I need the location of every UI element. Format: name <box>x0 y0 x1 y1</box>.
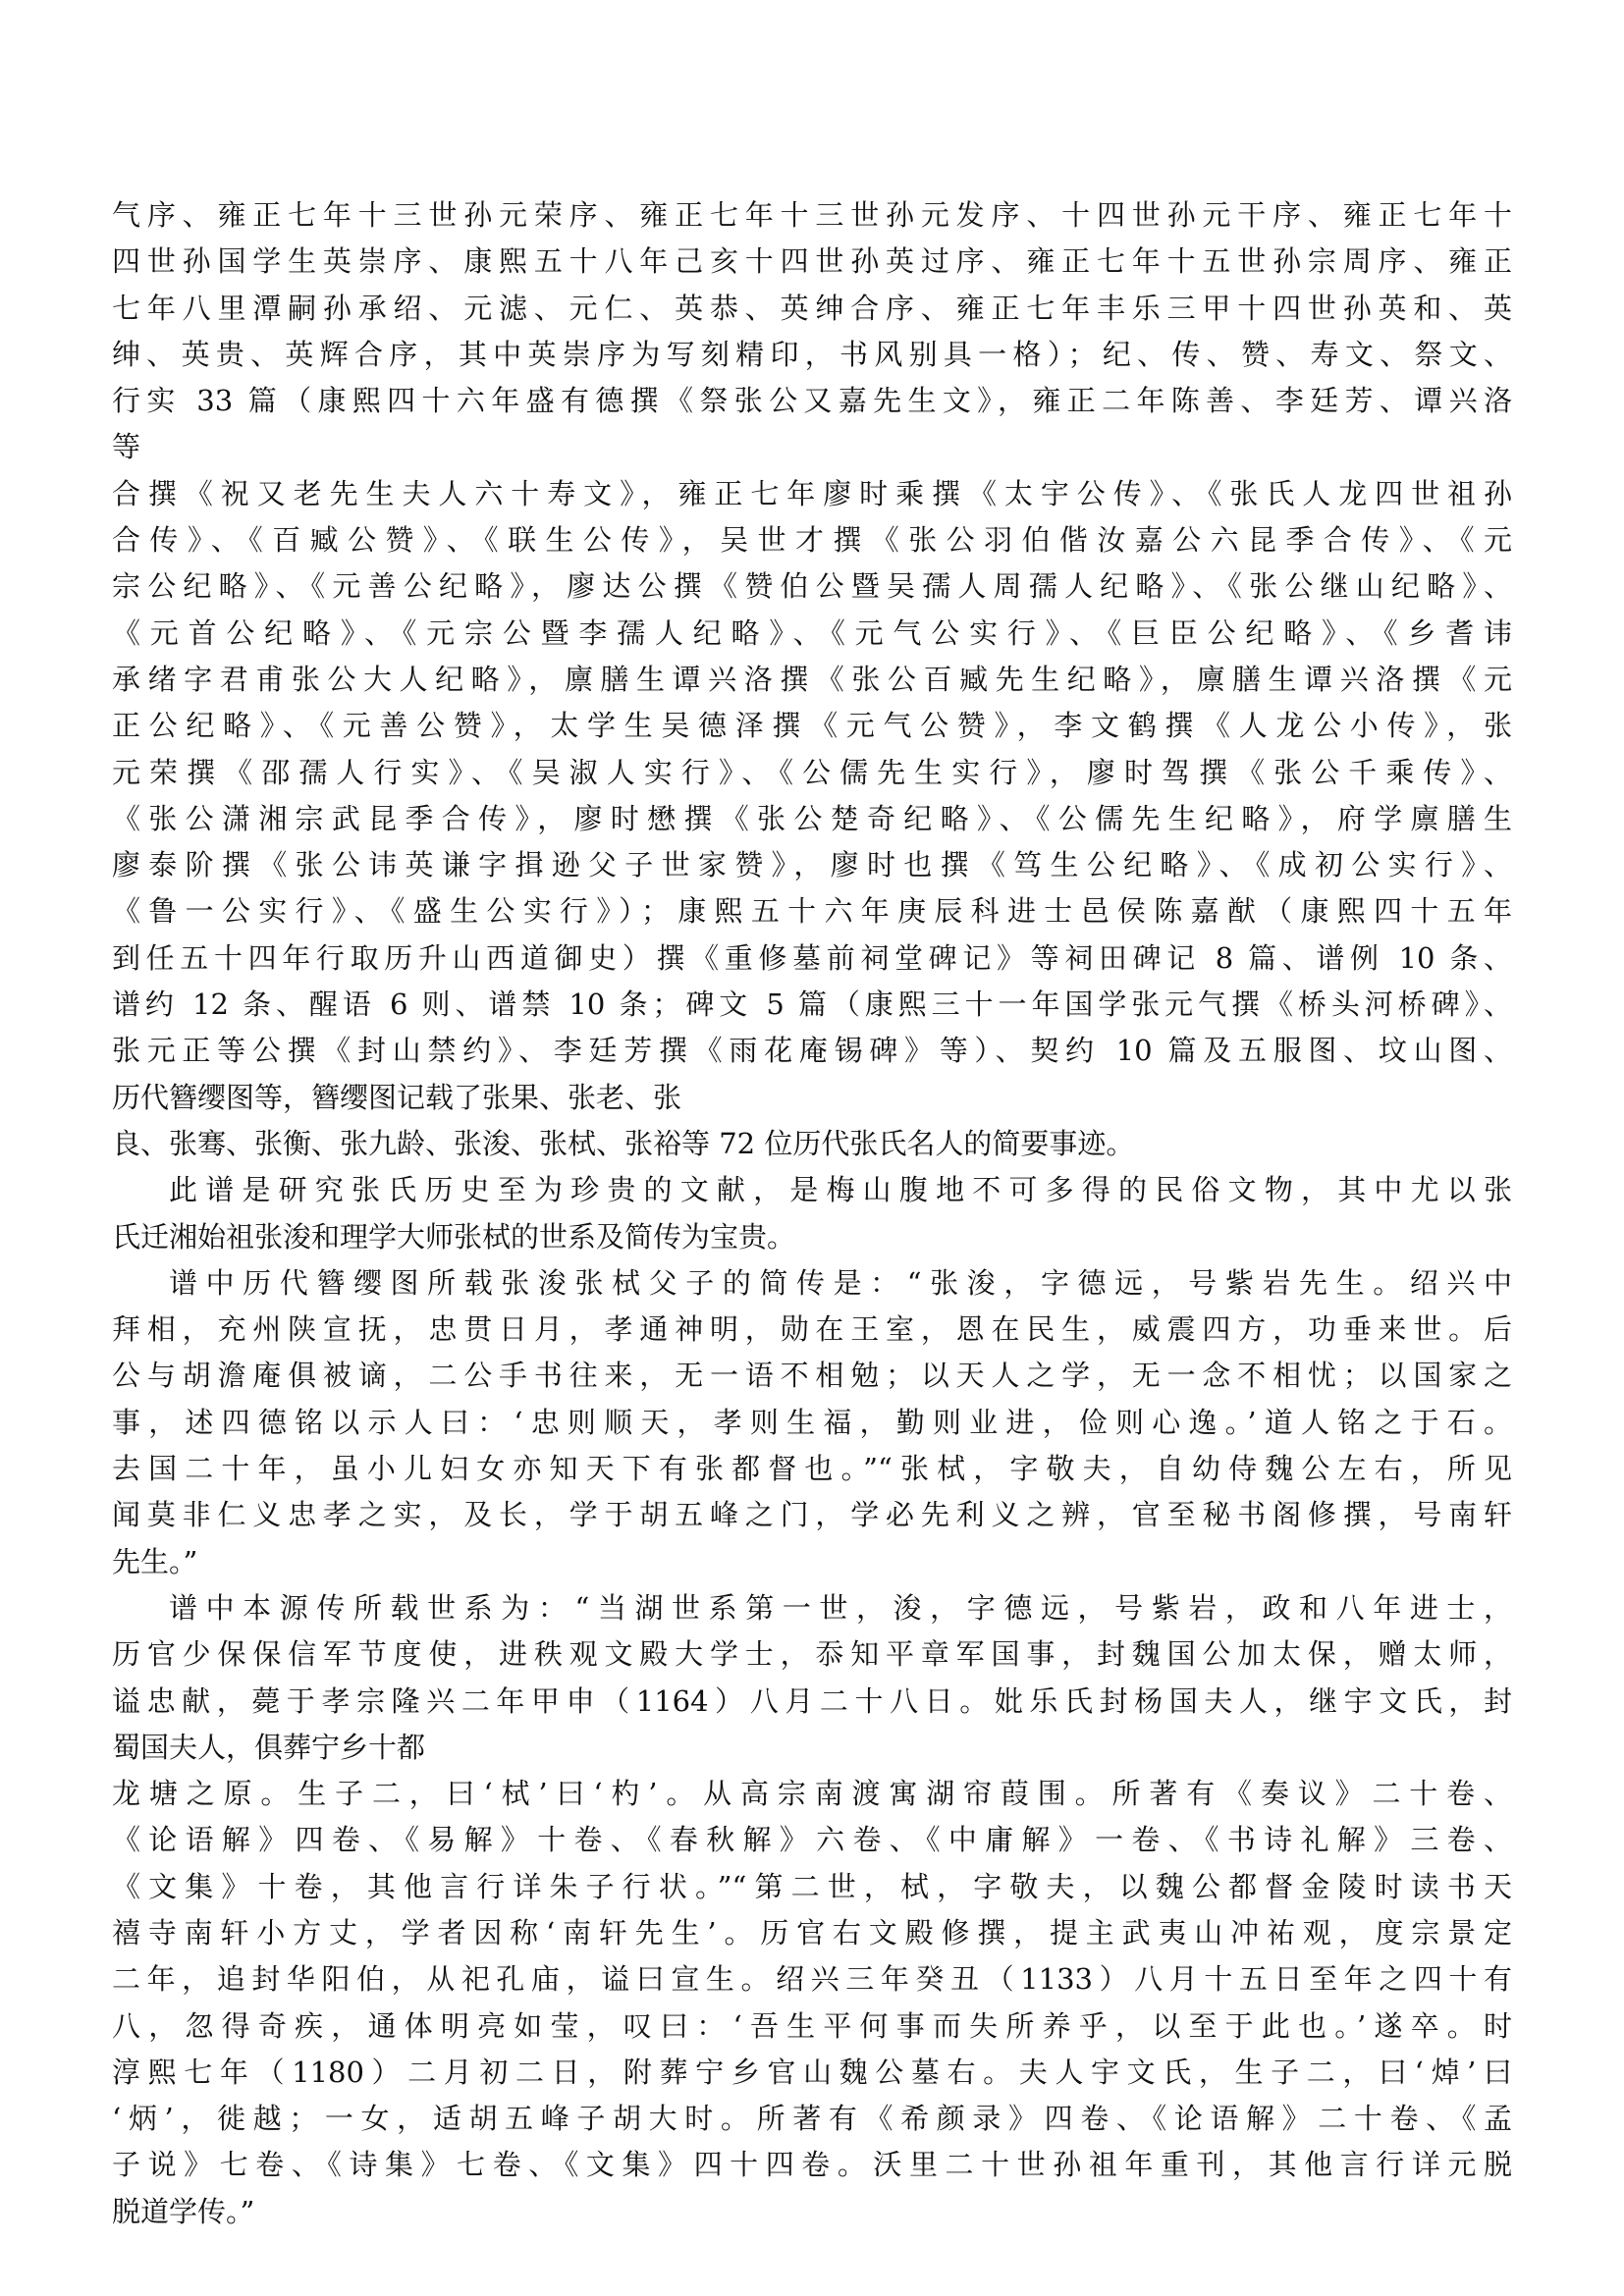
text-line: 谱中本源传所载世系为：“当湖世系第一世，浚，字德远，号紫岩，政和八年进士， <box>169 1590 1512 1625</box>
text-line: ‘炳’，徙越；一女，适胡五峰子胡大时。所著有《希颜录》四卷、《论语解》二十卷、《孟 <box>112 2102 1512 2136</box>
text-line: 事，述四德铭以示人曰：‘忠则顺天，孝则生福，勤则业进，俭则心逸。’道人铭之于石。 <box>112 1405 1512 1439</box>
text-line: 元荣撰《邵孺人行实》、《吴淑人实行》、《公儒先生实行》，廖时驾撰《张公千乘传》、 <box>112 755 1512 789</box>
text-line: 气序、雍正七年十三世孙元荣序、雍正七年十三世孙元发序、十四世孙元干序、雍正七年十 <box>112 198 1512 232</box>
document-body <box>112 192 1512 2235</box>
text-line: 去国二十年，虽小儿妇女亦知天下有张都督也。”“张栻，字敬夫，自幼侍魏公左右，所见 <box>112 1452 1512 1486</box>
text-line: 等 <box>112 430 141 464</box>
text-line: 廖泰阶撰《张公讳英谦字揖逊父子世家赞》，廖时也撰《笃生公纪略》、《成初公实行》、 <box>112 848 1512 882</box>
text-line: 《鲁一公实行》、《盛生公实行》）；康熙五十六年庚辰科进士邑侯陈嘉猷（康熙四十五年 <box>112 894 1512 929</box>
text-line: 合传》、《百臧公赞》、《联生公传》，吴世才撰《张公羽伯偕汝嘉公六昆季合传》、《元 <box>112 523 1512 558</box>
text-line: 先生。” <box>112 1544 198 1578</box>
text-line: 脱道学传。” <box>112 2194 255 2228</box>
text-line: 子说》七卷、《诗集》七卷、《文集》四十四卷。沃里二十世孙祖年重刊，其他言行详元脱 <box>112 2148 1512 2182</box>
text-line: 《张公潇湘宗武昆季合传》，廖时懋撰《张公楚奇纪略》、《公儒先生纪略》，府学廪膳生 <box>112 801 1512 835</box>
text-line: 七年八里潭嗣孙承绍、元滤、元仁、英恭、英绅合序、雍正七年丰乐三甲十四世孙英和、英 <box>112 291 1512 325</box>
text-line: 历代簪缨图等，簪缨图记载了张果、张老、张 <box>112 1080 682 1114</box>
text-line: 历官少保保信军节度使，进秩观文殿大学士，忝知平章军国事，封魏国公加太保，赠太师， <box>112 1637 1512 1672</box>
text-line: 良、张骞、张衡、张九龄、张浚、张栻、张裕等 72 位历代张氏名人的简要事迹。 <box>112 1126 1135 1160</box>
text-line: 行实 33 篇（康熙四十六年盛有德撰《祭张公又嘉先生文》，雍正二年陈善、李廷芳、谭兴洛 <box>112 384 1512 418</box>
text-line: 《论语解》四卷、《易解》十卷、《春秋解》六卷、《中庸解》一卷、《书诗礼解》三卷、 <box>112 1823 1512 1857</box>
text-line: 谱中历代簪缨图所载张浚张栻父子的简传是：“张浚，字德远，号紫岩先生。绍兴中 <box>169 1265 1512 1300</box>
text-line: 到任五十四年行取历升山西道御史）撰《重修墓前祠堂碑记》等祠田碑记 8 篇、谱例 10 条、 <box>112 940 1512 975</box>
text-line: 龙塘之原。生子二，曰‘栻’曰‘杓’。从高宗南渡寓湖帘葭围。所著有《奏议》二十卷、 <box>112 1777 1512 1811</box>
text-line: 谥忠献，薨于孝宗隆兴二年甲申（1164）八月二十八日。妣乐氏封杨国夫人，继宇文氏，封 <box>112 1683 1512 1718</box>
text-line: 氏迁湘始祖张浚和理学大师张栻的世系及简传为宝贵。 <box>112 1219 796 1254</box>
text-line: 八，忽得奇疾，通体明亮如莹，叹曰：‘吾生平何事而失所养乎，以至于此也。’遂卒。时 <box>112 2008 1512 2043</box>
text-line: 宗公纪略》、《元善公纪略》，廖达公撰《赞伯公暨吴孺人周孺人纪略》、《张公继山纪略》、 <box>112 569 1512 604</box>
text-line: 四世孙国学生英崇序、康熙五十八年己亥十四世孙英过序、雍正七年十五世孙宗周序、雍正 <box>112 244 1512 279</box>
text-line: 《元首公纪略》、《元宗公暨李孺人纪略》、《元气公实行》、《巨臣公纪略》、《乡耆讳 <box>112 615 1512 650</box>
text-line: 淳熙七年（1180）二月初二日，附葬宁乡官山魏公墓右。夫人宇文氏，生子二，曰‘焯’曰 <box>112 2055 1512 2089</box>
text-line: 《文集》十卷，其他言行详朱子行状。”“第二世，栻，字敬夫，以魏公都督金陵时读书天 <box>112 1869 1512 1903</box>
text-line: 谱约 12 条、醒语 6 则、谱禁 10 条；碑文 5 篇（康熙三十一年国学张元气撰《桥头河桥碑》、 <box>112 988 1512 1022</box>
text-line: 二年，追封华阳伯，从祀孔庙，谥曰宣生。绍兴三年癸丑（1133）八月十五日至年之四十有 <box>112 1962 1512 1997</box>
text-line: 正公纪略》、《元善公赞》，太学生吴德泽撰《元气公赞》，李文鹤撰《人龙公小传》，张 <box>112 709 1512 743</box>
text-line: 公与胡澹庵俱被谪，二公手书往来，无一语不相勉；以天人之学，无一念不相忧；以国家之 <box>112 1359 1512 1393</box>
text-line: 此谱是研究张氏历史至为珍贵的文献，是梅山腹地不可多得的民俗文物，其中尤以张 <box>169 1173 1512 1207</box>
text-line: 合撰《祝又老先生夫人六十寿文》，雍正七年廖时乘撰《太宇公传》、《张氏人龙四世祖孙 <box>112 476 1512 510</box>
text-line: 蜀国夫人，俱葬宁乡十都 <box>112 1730 426 1764</box>
text-line: 闻莫非仁义忠孝之实，及长，学于胡五峰之门，学必先利义之辨，官至秘书阁修撰，号南轩 <box>112 1498 1512 1532</box>
text-line: 张元正等公撰《封山禁约》、李廷芳撰《雨花庵锡碑》等）、契约 10 篇及五服图、坟山图、 <box>112 1034 1512 1068</box>
text-line: 拜相，充州陕宣抚，忠贯日月，孝通神明，勋在王室，恩在民生，威震四方，功垂来世。后 <box>112 1312 1512 1347</box>
text-line: 绅、英贵、英辉合序，其中英崇序为写刻精印，书风别具一格）；纪、传、赞、寿文、祭文、 <box>112 337 1512 371</box>
text-line: 承绪字君甫张公大人纪略》，廪膳生谭兴洛撰《张公百臧先生纪略》，廪膳生谭兴洛撰《元 <box>112 662 1512 696</box>
text-line: 禧寺南轩小方丈，学者因称‘南轩先生’。历官右文殿修撰，提主武夷山冲祐观，度宗景定 <box>112 1915 1512 1949</box>
